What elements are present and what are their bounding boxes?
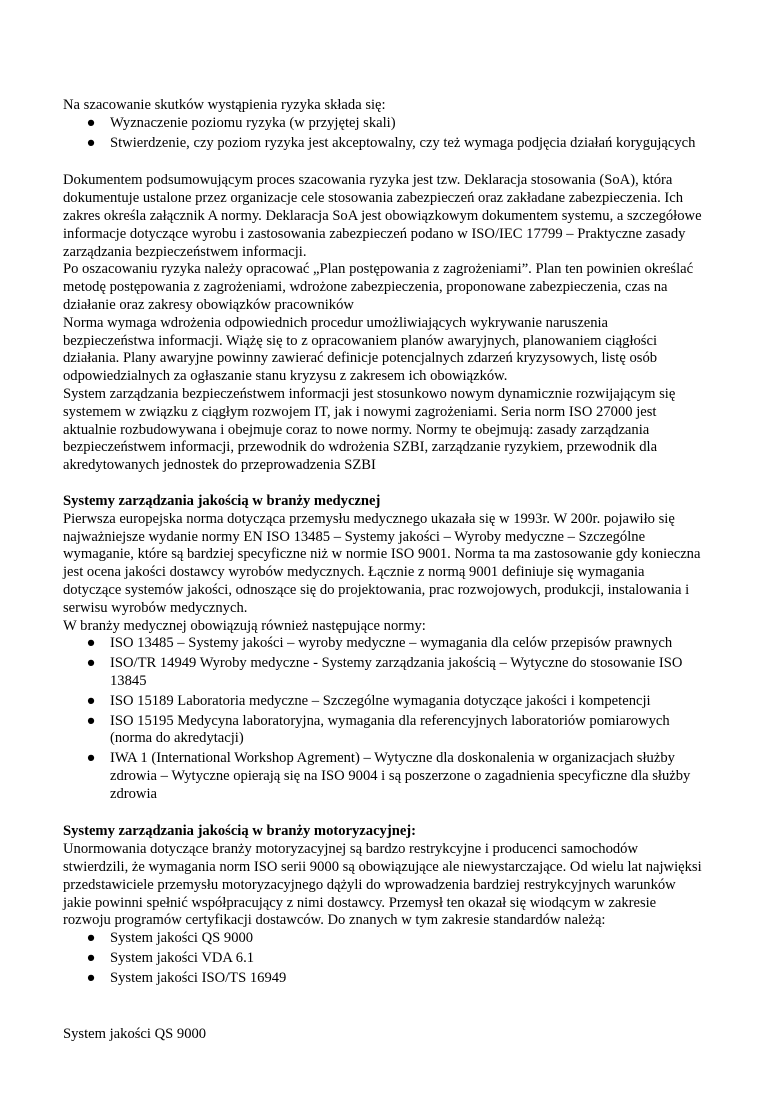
paragraph-medical: Pierwsza europejska norma dotycząca przemysłu medycznego ukazała się w 1993r. W 200r. pojawiło się najważniejsze wydanie normy EN ISO 13485 – Systemy jakości – Wyroby medyczne – Szczególne wymaganie, które są bardziej specyficzne niż w normie ISO 9001. Norma ta ma zastosowanie gdy konieczna jest ocena jakości dostawcy wyrobów medycznych. Łącznie z normą 9001 definiuje się wymagania dotyczące systemów jakości, odnoszące się do projektowania, prac rozwojowych, produkcji, instalowania i serwisu wyrobów medycznych. [63,510,701,616]
medical-list-intro: W branży medycznej obowiązują również następujące normy: [63,617,426,634]
paragraph-norma: Norma wymaga wdrożenia odpowiednich procedur umożliwiających wykrywanie naruszenia bezpieczeństwa informacji. Wiążę się to z opracowaniem planów awaryjnych, planowaniem ciągłości działania. Plany awaryjne powinny zawierać definicje potencjalnych zdarzeń kryzysowych, listę osób odpowiedzialnych za ogłaszanie stanu kryzysu z zakresem ich obowiązków. [63,314,658,385]
list-item [63,930,703,948]
list-item-text: ISO 13485 – Systemy jakości – wyroby medyczne – wymagania dla celów przepisów prawnych [110,635,673,652]
list-item-text: Wyznaczenie poziomu ryzyka (w przyjętej skali) [110,114,396,131]
paragraph-szbi: System zarządzania bezpieczeństwem informacji jest stosunkowo nowym dynamicznie rozwijającym się systemem w związku z ciągłym rozwojem IT, jak i nowymi zagrożeniami. Seria norm ISO 27000 jest aktualnie rozbudowywana i obejmuje coraz to nowe normy. Normy te obejmują: zasady zarządzania bezpieczeństwem informacji, przewodnik do wdrożenia SZBI, zarządzanie ryzykiem, przewodnik dla akredytowanych jednostek do przeprowadzenia SZBI [63,385,676,474]
list-item-text: IWA 1 (International Workshop Agrement) – Wytyczne dla doskonalenia w organizacjach służby zdrowia – Wytyczne opierają się na ISO 9004 i są poszerzone o zagadnienia specyficzne dla służby zdrowia [110,750,691,802]
bullet-icon: ● [86,950,96,967]
list-item-text: System jakości QS 9000 [110,930,254,947]
list-item-text: Stwierdzenie, czy poziom ryzyka jest akceptowalny, czy też wymaga podjęcia działań korygujących [110,134,696,151]
automotive-bullet-list [63,930,703,987]
list-item [63,713,703,749]
medical-bullet-list [63,635,703,803]
closing-line: System jakości QS 9000 [63,1025,207,1042]
bullet-icon: ● [86,969,96,986]
list-item-text: ISO 15189 Laboratoria medyczne – Szczególne wymagania dotyczące jakości i kompetencji [110,692,651,709]
paragraph-automotive: Unormowania dotyczące branży motoryzacyjnej są bardzo restrykcyjne i producenci samochodów stwierdzili, że wymagania norm ISO serii 9000 są obowiązujące ale niewystarczające. Od wielu lat najwięksi przedstawiciele przemysłu motoryzacyjnego dążyli do wprowadzenia bardziej restrykcyjnych warunków jakie powinni spełnić współpracujący z nimi dostawcy. Przemysł ten okazał się wiodącym w zakresie rozwoju programów certyfikacji dostawców. Do znanych w tym zakresie standardów należą: [63,841,702,929]
bullet-icon: ● [86,750,96,767]
bullet-icon: ● [86,635,96,652]
bullet-icon: ● [86,134,96,151]
list-item-text: ISO/TR 14949 Wyroby medyczne - Systemy zarządzania jakością – Wytyczne do stosowanie ISO 13845 [110,655,683,689]
bullet-icon: ● [86,114,96,131]
bullet-icon: ● [86,712,96,729]
bullet-icon: ● [86,655,96,672]
bullet-icon: ● [86,930,96,947]
document-page [63,97,703,1043]
list-item [63,135,703,153]
list-item-text: System jakości ISO/TS 16949 [110,969,287,986]
list-item [63,693,703,711]
paragraph-plan: Po oszacowaniu ryzyka należy opracować „Plan postępowania z zagrożeniami”. Plan ten powinien określać metodę postępowania z zagrożeniami, wdrożone zabezpieczenia, proponowane zabezpieczenia, czas na działanie oraz zakresy obowiązków pracowników [63,261,694,313]
section-heading-medical: Systemy zarządzania jakością w branży medycznej [63,492,381,509]
list-item [63,635,703,653]
bullet-icon: ● [86,692,96,709]
list-item-text: ISO 15195 Medycyna laboratoryjna, wymagania dla referencyjnych laboratoriów pomiarowych (norma do akredytacji) [110,712,670,747]
list-item [63,115,703,133]
list-item [63,750,703,803]
list-item [63,970,703,988]
section-heading-automotive: Systemy zarządzania jakością w branży motoryzacyjnej: [63,823,417,840]
intro-text: Na szacowanie skutków wystąpienia ryzyka składa się: [63,97,386,113]
list-item [63,950,703,968]
paragraph-soa: Dokumentem podsumowującym proces szacowania ryzyka jest tzw. Deklaracja stosowania (SoA), która dokumentuje ustalone przez organizacje cele stosowania zabezpieczeń oraz zakładane zabezpieczenia. Ich zakres określa załącznik A normy. Deklaracja SoA jest obowiązkowym dokumentem systemu, a szczegółowe informacje dotyczące wyrobu i zastosowania zabezpieczeń podano w ISO/IEC 17799 – Praktyczne zasady zarządzania bezpieczeństwem informacji. [63,172,702,260]
list-item [63,655,703,691]
intro-bullet-list [63,115,703,153]
list-item-text: System jakości VDA 6.1 [110,950,255,967]
